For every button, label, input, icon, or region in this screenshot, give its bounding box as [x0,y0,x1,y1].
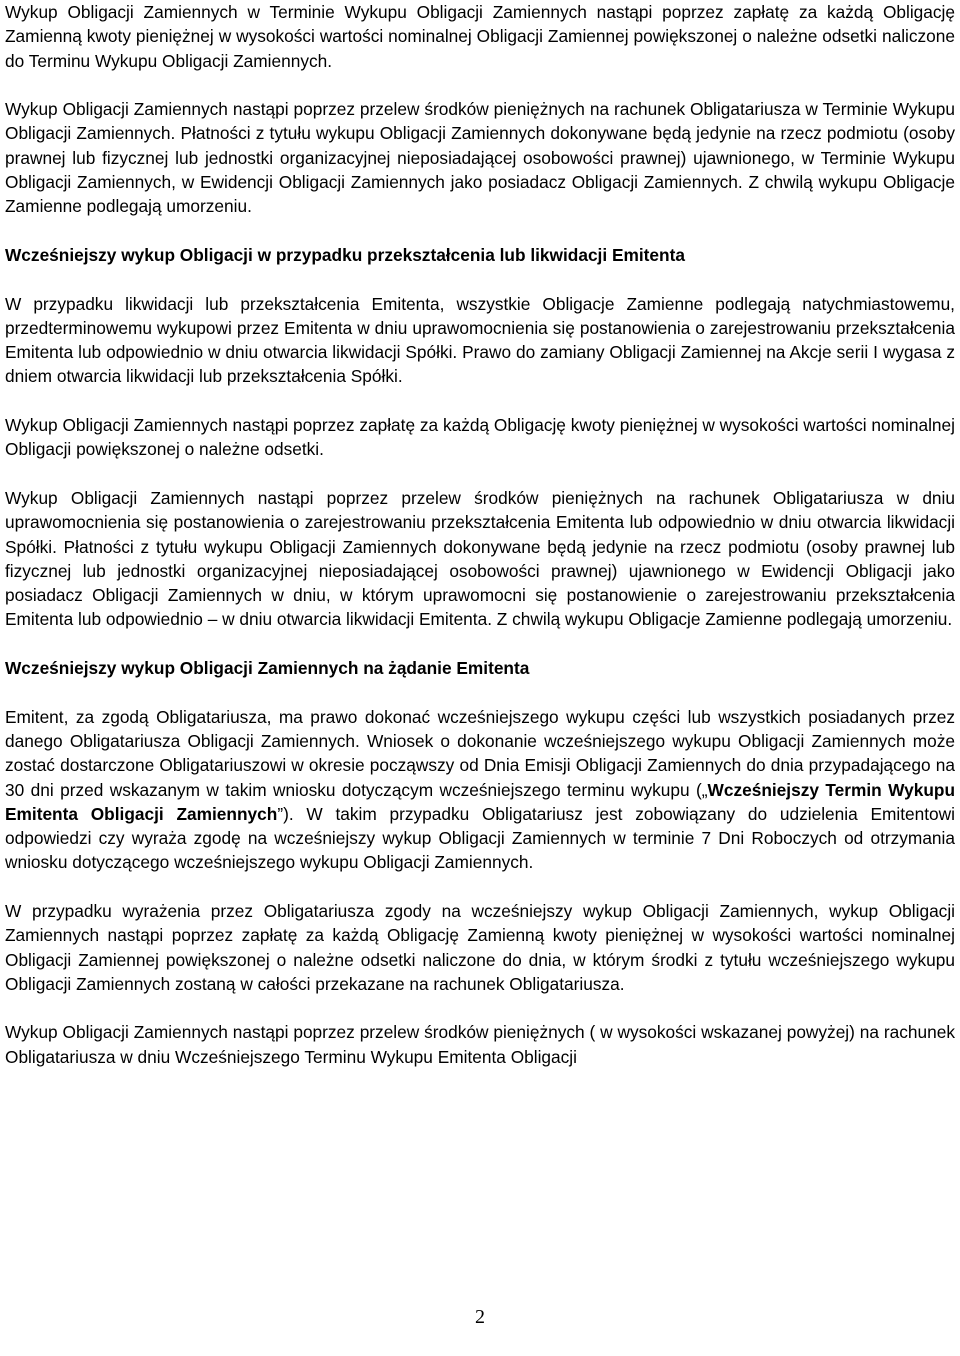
paragraph-redemption-transfer: Wykup Obligacji Zamiennych nastąpi poprzez przelew środków pieniężnych na rachunek Obligatariusza w Terminie Wykupu Obligacji Zamiennych. Płatności z tytułu wykupu Obligacji Zamiennych dokonywane będą jedynie na rzecz podmiotu (osoby prawnej lub fizycznej lub jednostki organizacyjnej nieposiadającej osobowości prawnej) ujawnionego, w Terminie Wykupu Obligacji Zamiennych, w Ewidencji Obligacji Zamiennych jako posiadacz Obligacji Zamiennych. Z chwilą wykupu Obligacje Zamienne podlegają umorzeniu. [5,99,955,217]
issuer-request-text-before: Emitent, za zgodą Obligatariusza, ma prawo dokonać wcześniejszego wykupu części lub wszystkich posiadanych przez danego Obligatariusza Obligacji Zamiennych. Wniosek o dokonanie wcześniejszego wykupu Obligacji Zamiennych może zostać dostarczone Obligatariuszowi w okresie począwszy od Dnia Emisji Obligacji Zamiennych do dnia przypadającego na 30 dni przed wskazanym w takim wniosku dotyczącym wcześniejszego terminu wykupu („ [5,706,955,800]
page-number: 2 [475,1306,485,1328]
paragraph-liquidation-redemption: W przypadku likwidacji lub przekształcenia Emitenta, wszystkie Obligacje Zamienne podlegają natychmiastowemu, przedterminowemu wykupowi przez Emitenta w dniu uprawomocnienia się postanowienia o zarejestrowaniu przekształcenia Emitenta lub odpowiednio w dniu otwarcia likwidacji Spółki. Prawo do zamiany Obligacji Zamiennej na Akcje serii I wygasa z dniem otwarcia likwidacji lub przekształcenia Spółki. [5,293,955,387]
paragraph-early-transfer: Wykup Obligacji Zamiennych nastąpi poprzez przelew środków pieniężnych ( w wysokości wskazanej powyżej) na rachunek Obligatariusza w dniu Wcześniejszego Terminu Wykupu Emitenta Obligacji [5,1022,955,1067]
paragraph-liquidation-transfer: Wykup Obligacji Zamiennych nastąpi poprzez przelew środków pieniężnych na rachunek Obligatariusza w dniu uprawomocnienia się postanowienia o zarejestrowaniu przekształcenia Emitenta lub odpowiednio w dniu otwarcia likwidacji Spółki. Płatności z tytułu wykupu Obligacji Zamiennych dokonywane będą jedynie na rzecz podmiotu (osoby prawnej lub fizycznej lub jednostki organizacyjnej nieposiadającej osobowości prawnej) ujawnionego w Ewidencji Obligacji jako posiadacz Obligacji Zamiennych w dniu, w którym uprawomocni się postanowienie o zarejestrowaniu przekształcenia Emitenta lub odpowiednio – w dniu otwarcia likwidacji Emitenta. Z chwilą wykupu Obligacje Zamienne podlegają umorzeniu. [5,487,955,630]
defined-term: Wcześniejszy Termin Wykupu Emitenta Obligacji Zamiennych [5,779,955,824]
section-heading-early-redemption-liquidation: Wcześniejszy wykup Obligacji w przypadku przekształcenia lub likwidacji Emitenta [5,244,685,265]
paragraph-issuer-request [5,705,955,875]
paragraph-liquidation-payment: Wykup Obligacji Zamiennych nastąpi poprzez zapłatę za każdą Obligację kwoty pieniężnej w wysokości wartości nominalnej Obligacji powiększonej o należne odsetki. [5,415,955,460]
issuer-request-text-after: ”). W takim przypadku Obligatariusz jest zobowiązany do udzielenia Emitentowi odpowiedzi czy wyraża zgodę na wcześniejszy wykup Obligacji Zamiennych w terminie 7 Dni Roboczych od otrzymania wniosku dotyczącego wcześniejszego wykupu Obligacji Zamiennych. [5,803,955,873]
paragraph-redemption-payment: Wykup Obligacji Zamiennych w Terminie Wykupu Obligacji Zamiennych nastąpi poprzez zapłatę za każdą Obligację Zamienną kwoty pieniężnej w wysokości wartości nominalnej Obligacji Zamiennej powiększonej o należne odsetki naliczone do Terminu Wykupu Obligacji Zamiennych. [5,2,955,71]
paragraph-consent-payment: W przypadku wyrażenia przez Obligatariusza zgody na wcześniejszy wykup Obligacji Zamiennych, wykup Obligacji Zamiennych nastąpi poprzez zapłatę za każdą Obligację Zamienną kwoty pieniężnej w wysokości wartości nominalnej Obligacji Zamiennej powiększonej o należne odsetki naliczone do dnia, w którym środki z tytułu wcześniejszego wykupu Obligacji Zamiennych zostaną w całości przekazane na rachunek Obligatariusza. [5,900,955,994]
section-heading-early-redemption-issuer: Wcześniejszy wykup Obligacji Zamiennych na żądanie Emitenta [5,658,530,679]
document-page [5,0,955,1069]
